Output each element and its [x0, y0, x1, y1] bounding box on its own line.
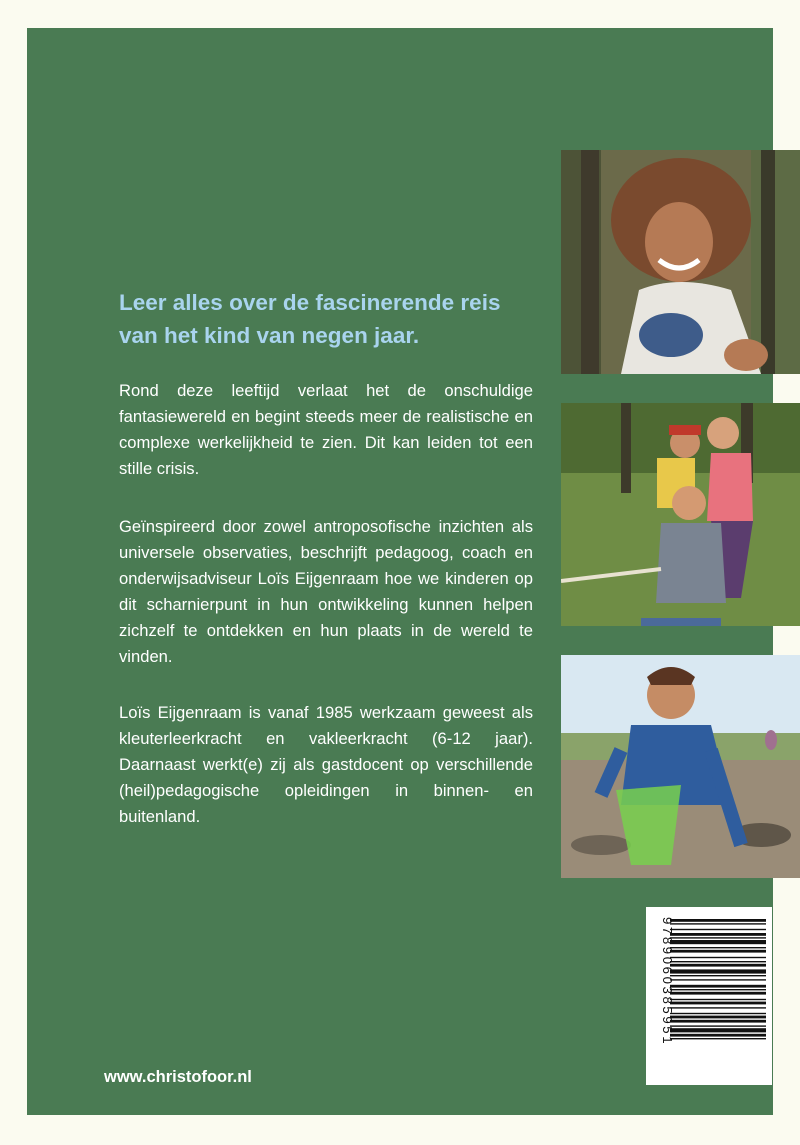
barcode-bar [670, 1025, 766, 1026]
barcode-bar [670, 1002, 766, 1005]
barcode-bar [670, 1020, 766, 1023]
barcode-bar [670, 975, 766, 976]
photo-children-tug-of-war [561, 403, 800, 626]
barcode-bar [670, 919, 766, 922]
barcode-bar [670, 1016, 766, 1019]
barcode-bar [670, 979, 766, 980]
barcode-bar [670, 989, 766, 990]
barcode-bar [670, 957, 766, 958]
barcode-bar [670, 992, 766, 995]
headline-line-1: Leer alles over de fascinerende reis [119, 290, 501, 315]
photo-boy-with-net [561, 655, 800, 878]
barcode-bar [670, 969, 766, 973]
barcode-bar [670, 1028, 766, 1032]
barcode-bar [670, 1013, 766, 1014]
headline [119, 286, 549, 352]
barcode-bar [670, 929, 766, 930]
isbn-barcode [646, 907, 772, 1085]
barcode-bar [670, 961, 766, 962]
website-link[interactable]: www.christofoor.nl [104, 1068, 252, 1086]
barcode-bar [670, 947, 766, 948]
barcode-bar [670, 923, 766, 924]
barcode-bars [670, 919, 766, 1039]
headline-line-2: van het kind van negen jaar. [119, 323, 420, 348]
barcode-digits: 9789060385951 [660, 917, 675, 1047]
barcode-bar [670, 964, 766, 967]
barcode-bar [670, 985, 766, 988]
barcode-bar [670, 1038, 766, 1039]
barcode-bar [670, 937, 766, 938]
paragraph-inspiration: Geïnspireerd door zowel antroposofische inzichten als universele observaties, beschrijft pedagoog, coach en onderwijsadviseur Loïs Eijgenraam hoe we kinderen op dit scharnierpunt in hun ontwikkeling kunnen helpen zichzelf te ontdekken en hun plaats in de wereld te vinden. [119, 517, 533, 666]
barcode-bar [670, 933, 766, 936]
paragraph-author-bio: Loïs Eijgenraam is vanaf 1985 werkzaam geweest als kleuterleerkracht en vakleerkracht (6-12 jaar). Daarnaast werkt(e) zij als gastdocent op verschillende (heil)pedagogische opleidingen in binnen- en buitenland. [119, 703, 533, 826]
barcode-bar [670, 950, 766, 953]
paragraph-intro: Rond deze leeftijd verlaat het de onschuldige fantasiewereld en begint steeds meer de realistische en complexe werkelijkheid te zien. Dit kan leiden tot een stille crisis. [119, 381, 533, 478]
barcode-bar [670, 1034, 766, 1037]
barcode-bar [670, 999, 766, 1000]
barcode-bar [670, 1007, 766, 1008]
photo-curly-haired-child [561, 150, 800, 374]
barcode-bar [670, 940, 766, 944]
